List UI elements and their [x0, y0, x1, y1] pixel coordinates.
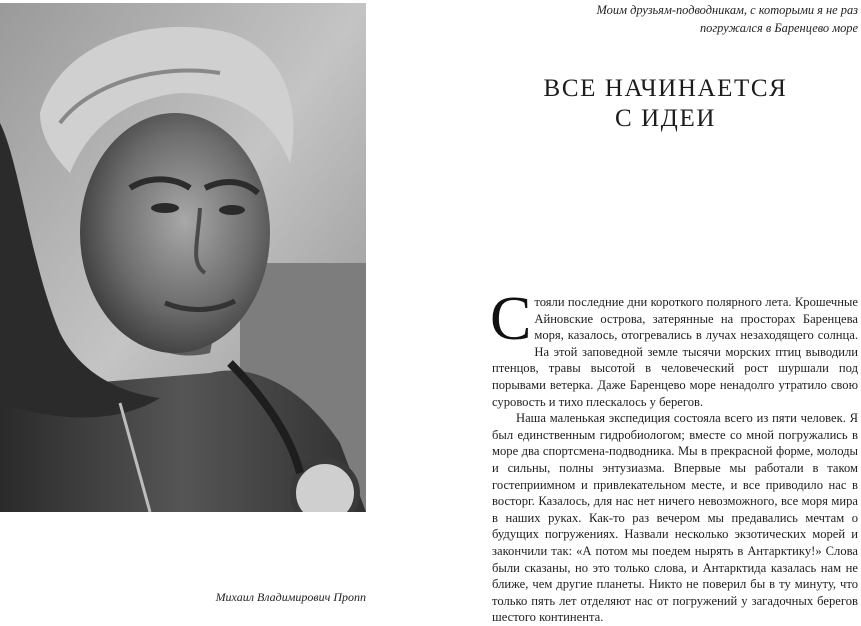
photo-caption: Михаил Владимирович Пропп — [215, 590, 366, 604]
paragraph-text: тояли последние дни короткого полярного лета. Крошечные Айновские острова, затерянные на просторах Баренцева моря, казалось, отогревались в лучах незаходящего солнца. На этой заповедной земле тысячи морских птиц выводили птенцов, травы высотой в человеческий рост шуршали под порывами ветерка. Даже Баренцево море ненадолго утратило свою суровость и тихо плескалось у берегов. — [492, 295, 858, 409]
body-text — [490, 285, 858, 626]
epigraph-line: Моим друзьям-подводникам, с которыми я не раз — [596, 3, 858, 17]
paragraph: Наша маленькая экспедиция состояла всего из пяти человек. Я был единственным гидробиологом; вместе со мной погружались в море два спортсмена-подводника. Мы в прекрасной форме, молоды и сильны, полны энтузиазма. Впервые мы работали в таком гостеприимном и привлекательном месте, и все приводило нас в восторг. Казалось, для нас нет ничего невозможного, все моря мира в наших руках. Как-то раз вечером мы предавались мечтам о будущих погружениях. Назвали несколько экзотических морей и закончили так: «А потом мы поедем нырять в Антарктику!» Слова были сказаны, но это только слова, и Антарктида казалась нам не ближе, чем другие планеты. Никто не поверил бы в ту минуту, что только пять лет отделяют нас от погружений у загадочных берегов шестого континента. — [492, 411, 858, 625]
portrait-photo — [0, 3, 366, 512]
epigraph — [558, 1, 858, 37]
chapter-title — [470, 74, 861, 134]
drop-cap: С — [490, 285, 532, 353]
portrait-illustration — [0, 3, 366, 512]
right-page — [470, 0, 861, 625]
chapter-title-line: С ИДЕИ — [615, 105, 716, 132]
epigraph-line: погружался в Баренцево море — [699, 21, 858, 35]
left-page — [0, 0, 430, 605]
chapter-title-line: ВСЕ НАЧИНАЕТСЯ — [543, 75, 788, 102]
paragraph — [490, 285, 858, 410]
